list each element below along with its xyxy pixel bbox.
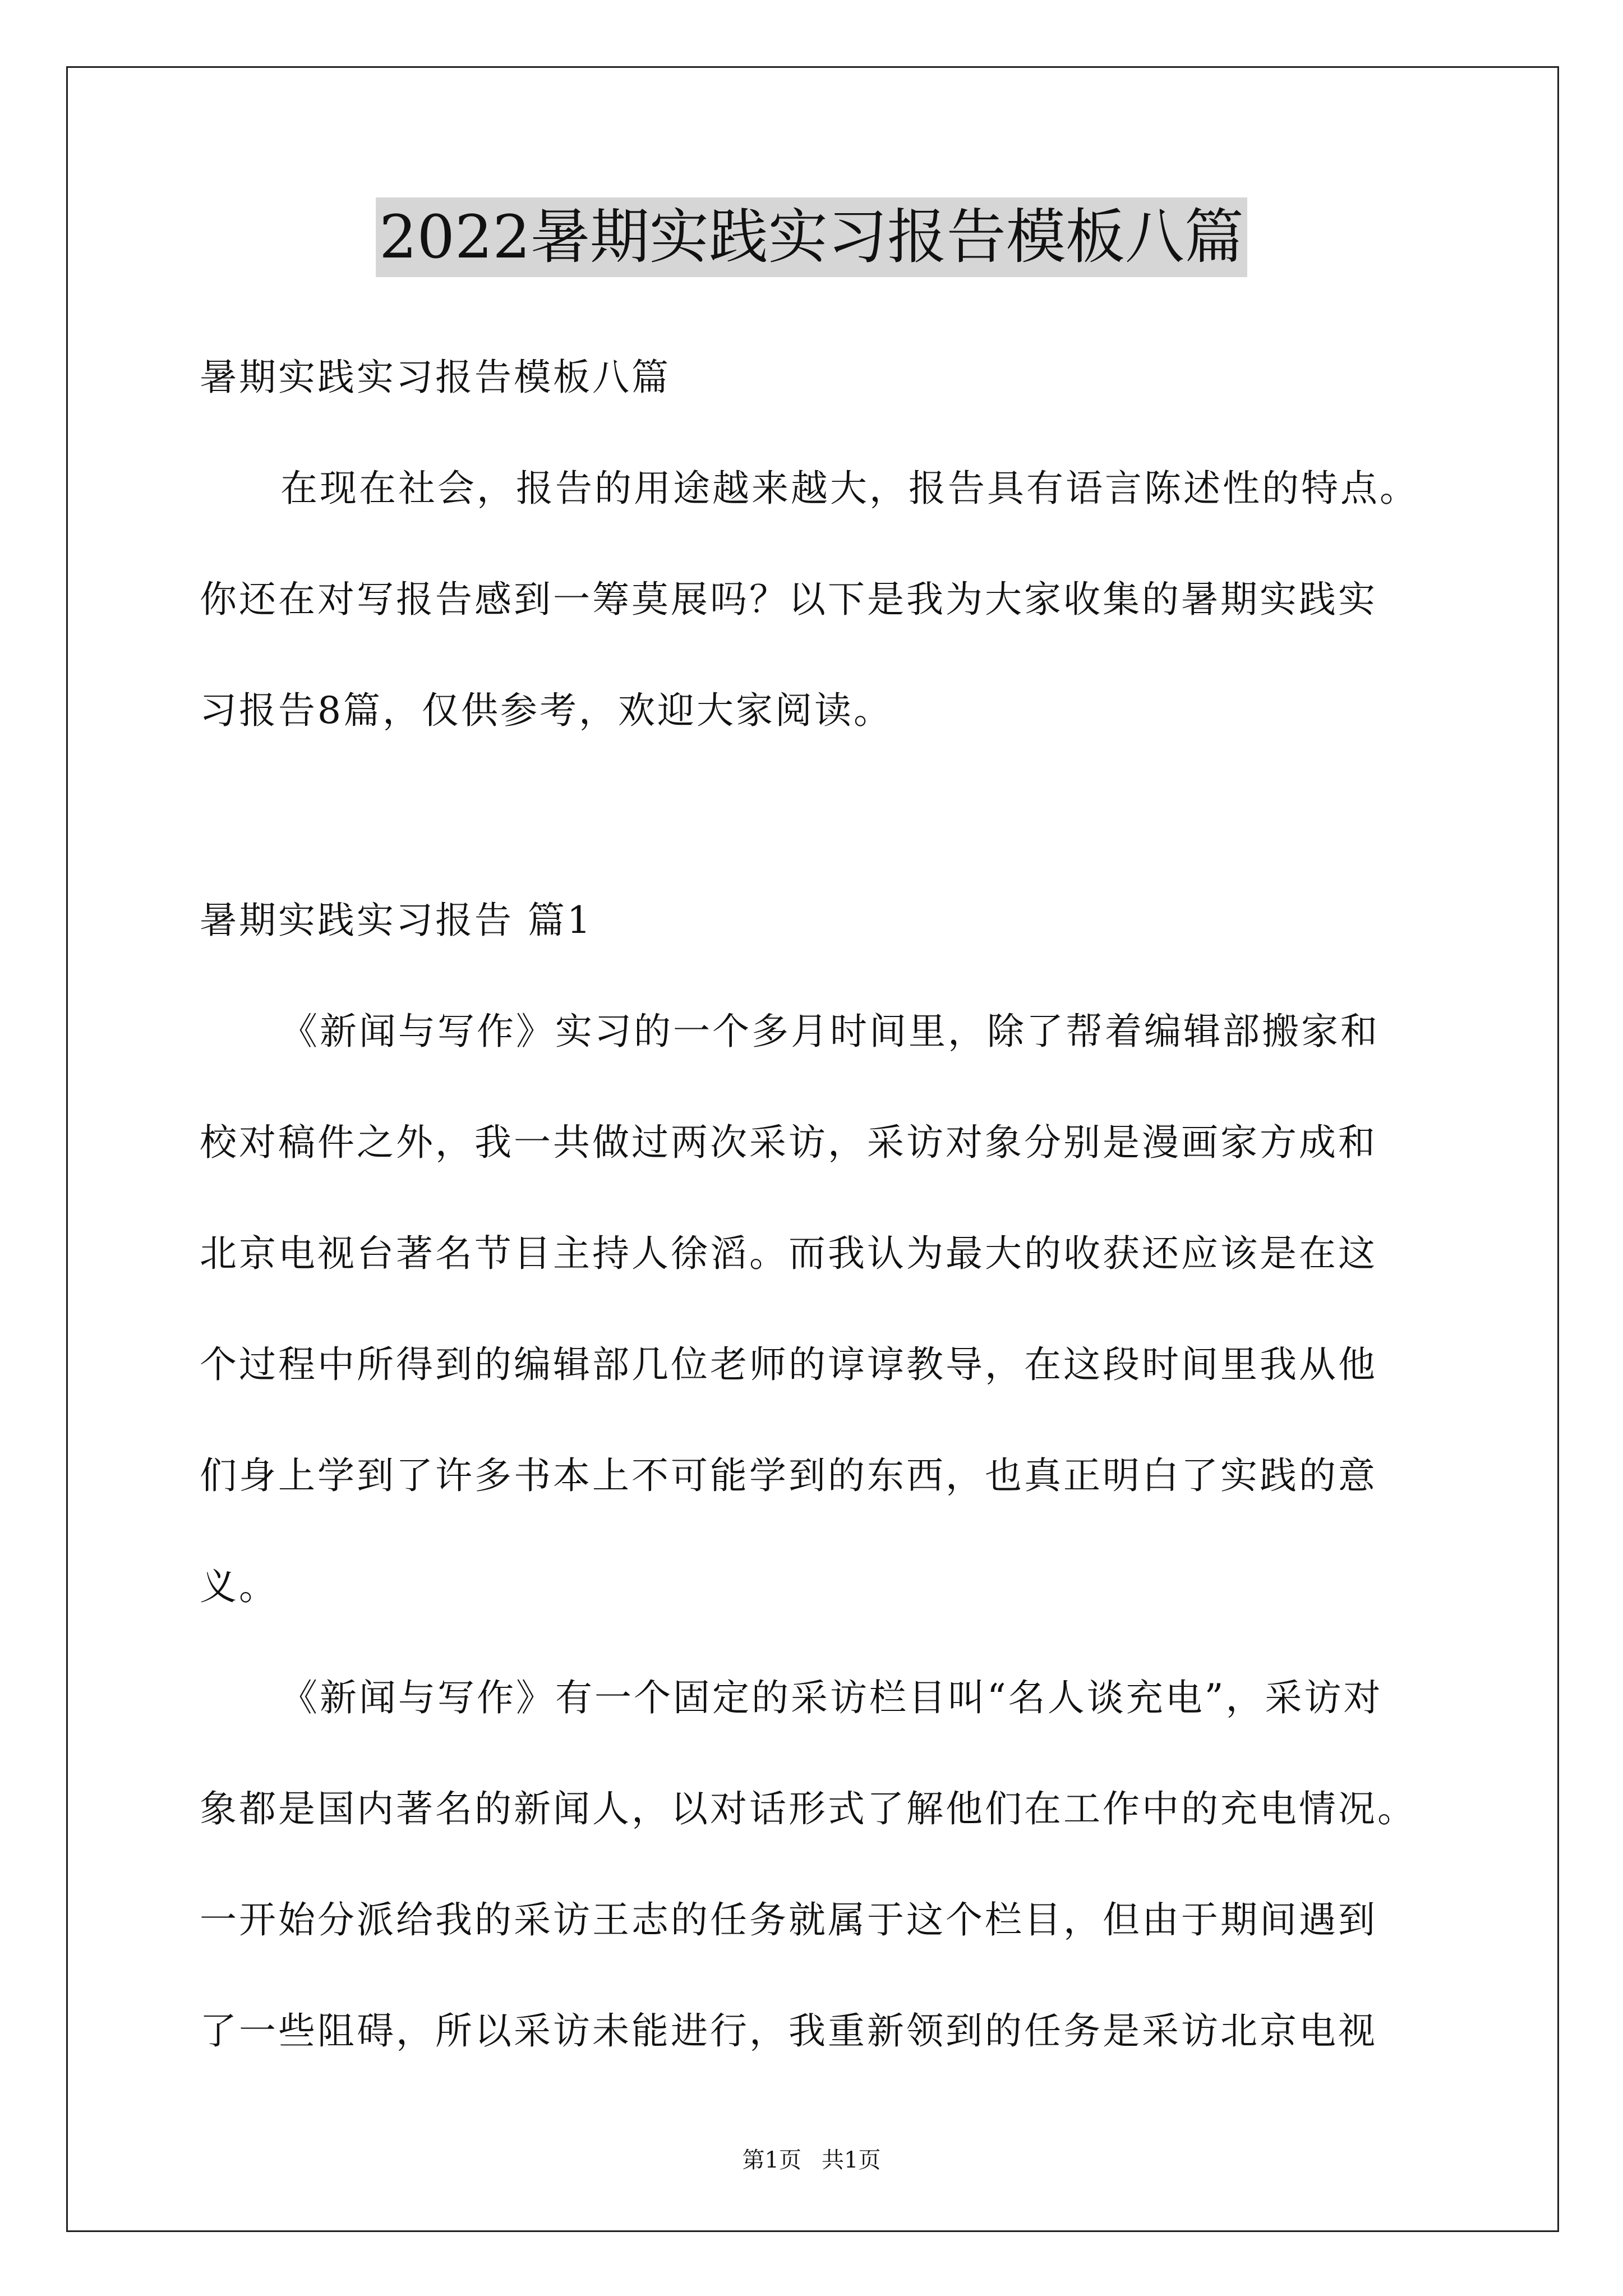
document-title: 2022暑期实践实习报告模板八篇 <box>376 197 1247 277</box>
page-footer <box>0 2146 1623 2174</box>
paragraph2-line-2: 象都是国内著名的新闻人，以对话形式了解他们在工作中的充电情况。 <box>200 1787 1417 1830</box>
paragraph2-line-3: 一开始分派给我的采访王志的任务就属于这个栏目，但由于期间遇到 <box>200 1898 1377 1941</box>
paragraph1-line-3: 北京电视台著名节目主持人徐滔。而我认为最大的收获还应该是在这 <box>200 1232 1377 1275</box>
title-container <box>0 197 1623 277</box>
page-number: 第1页 <box>742 2147 801 2173</box>
paragraph2-line-1: 《新闻与写作》有一个固定的采访栏目叫“名人谈充电”，采访对 <box>280 1676 1383 1719</box>
intro-line-1: 在现在社会，报告的用途越来越大，报告具有语言陈述性的特点。 <box>280 467 1419 510</box>
paragraph1-line-1: 《新闻与写作》实习的一个多月时间里，除了帮着编辑部搬家和 <box>280 1010 1380 1053</box>
paragraph2-line-4: 了一些阻碍，所以采访未能进行，我重新领到的任务是采访北京电视 <box>200 2009 1377 2053</box>
page-total: 共1页 <box>822 2147 881 2173</box>
subtitle: 暑期实践实习报告模板八篇 <box>200 356 671 399</box>
intro-line-2: 你还在对写报告感到一筹莫展吗？以下是我为大家收集的暑期实践实 <box>200 578 1377 621</box>
paragraph1-line-4: 个过程中所得到的编辑部几位老师的谆谆教导，在这段时间里我从他 <box>200 1343 1377 1386</box>
section-heading: 暑期实践实习报告 篇1 <box>200 899 593 942</box>
paragraph1-line-5: 们身上学到了许多书本上不可能学到的东西，也真正明白了实践的意 <box>200 1454 1377 1497</box>
paragraph1-line-2: 校对稿件之外，我一共做过两次采访，采访对象分别是漫画家方成和 <box>200 1121 1377 1164</box>
intro-line-3: 习报告8篇，仅供参考，欢迎大家阅读。 <box>200 689 893 732</box>
paragraph1-line-6: 义。 <box>200 1565 278 1608</box>
